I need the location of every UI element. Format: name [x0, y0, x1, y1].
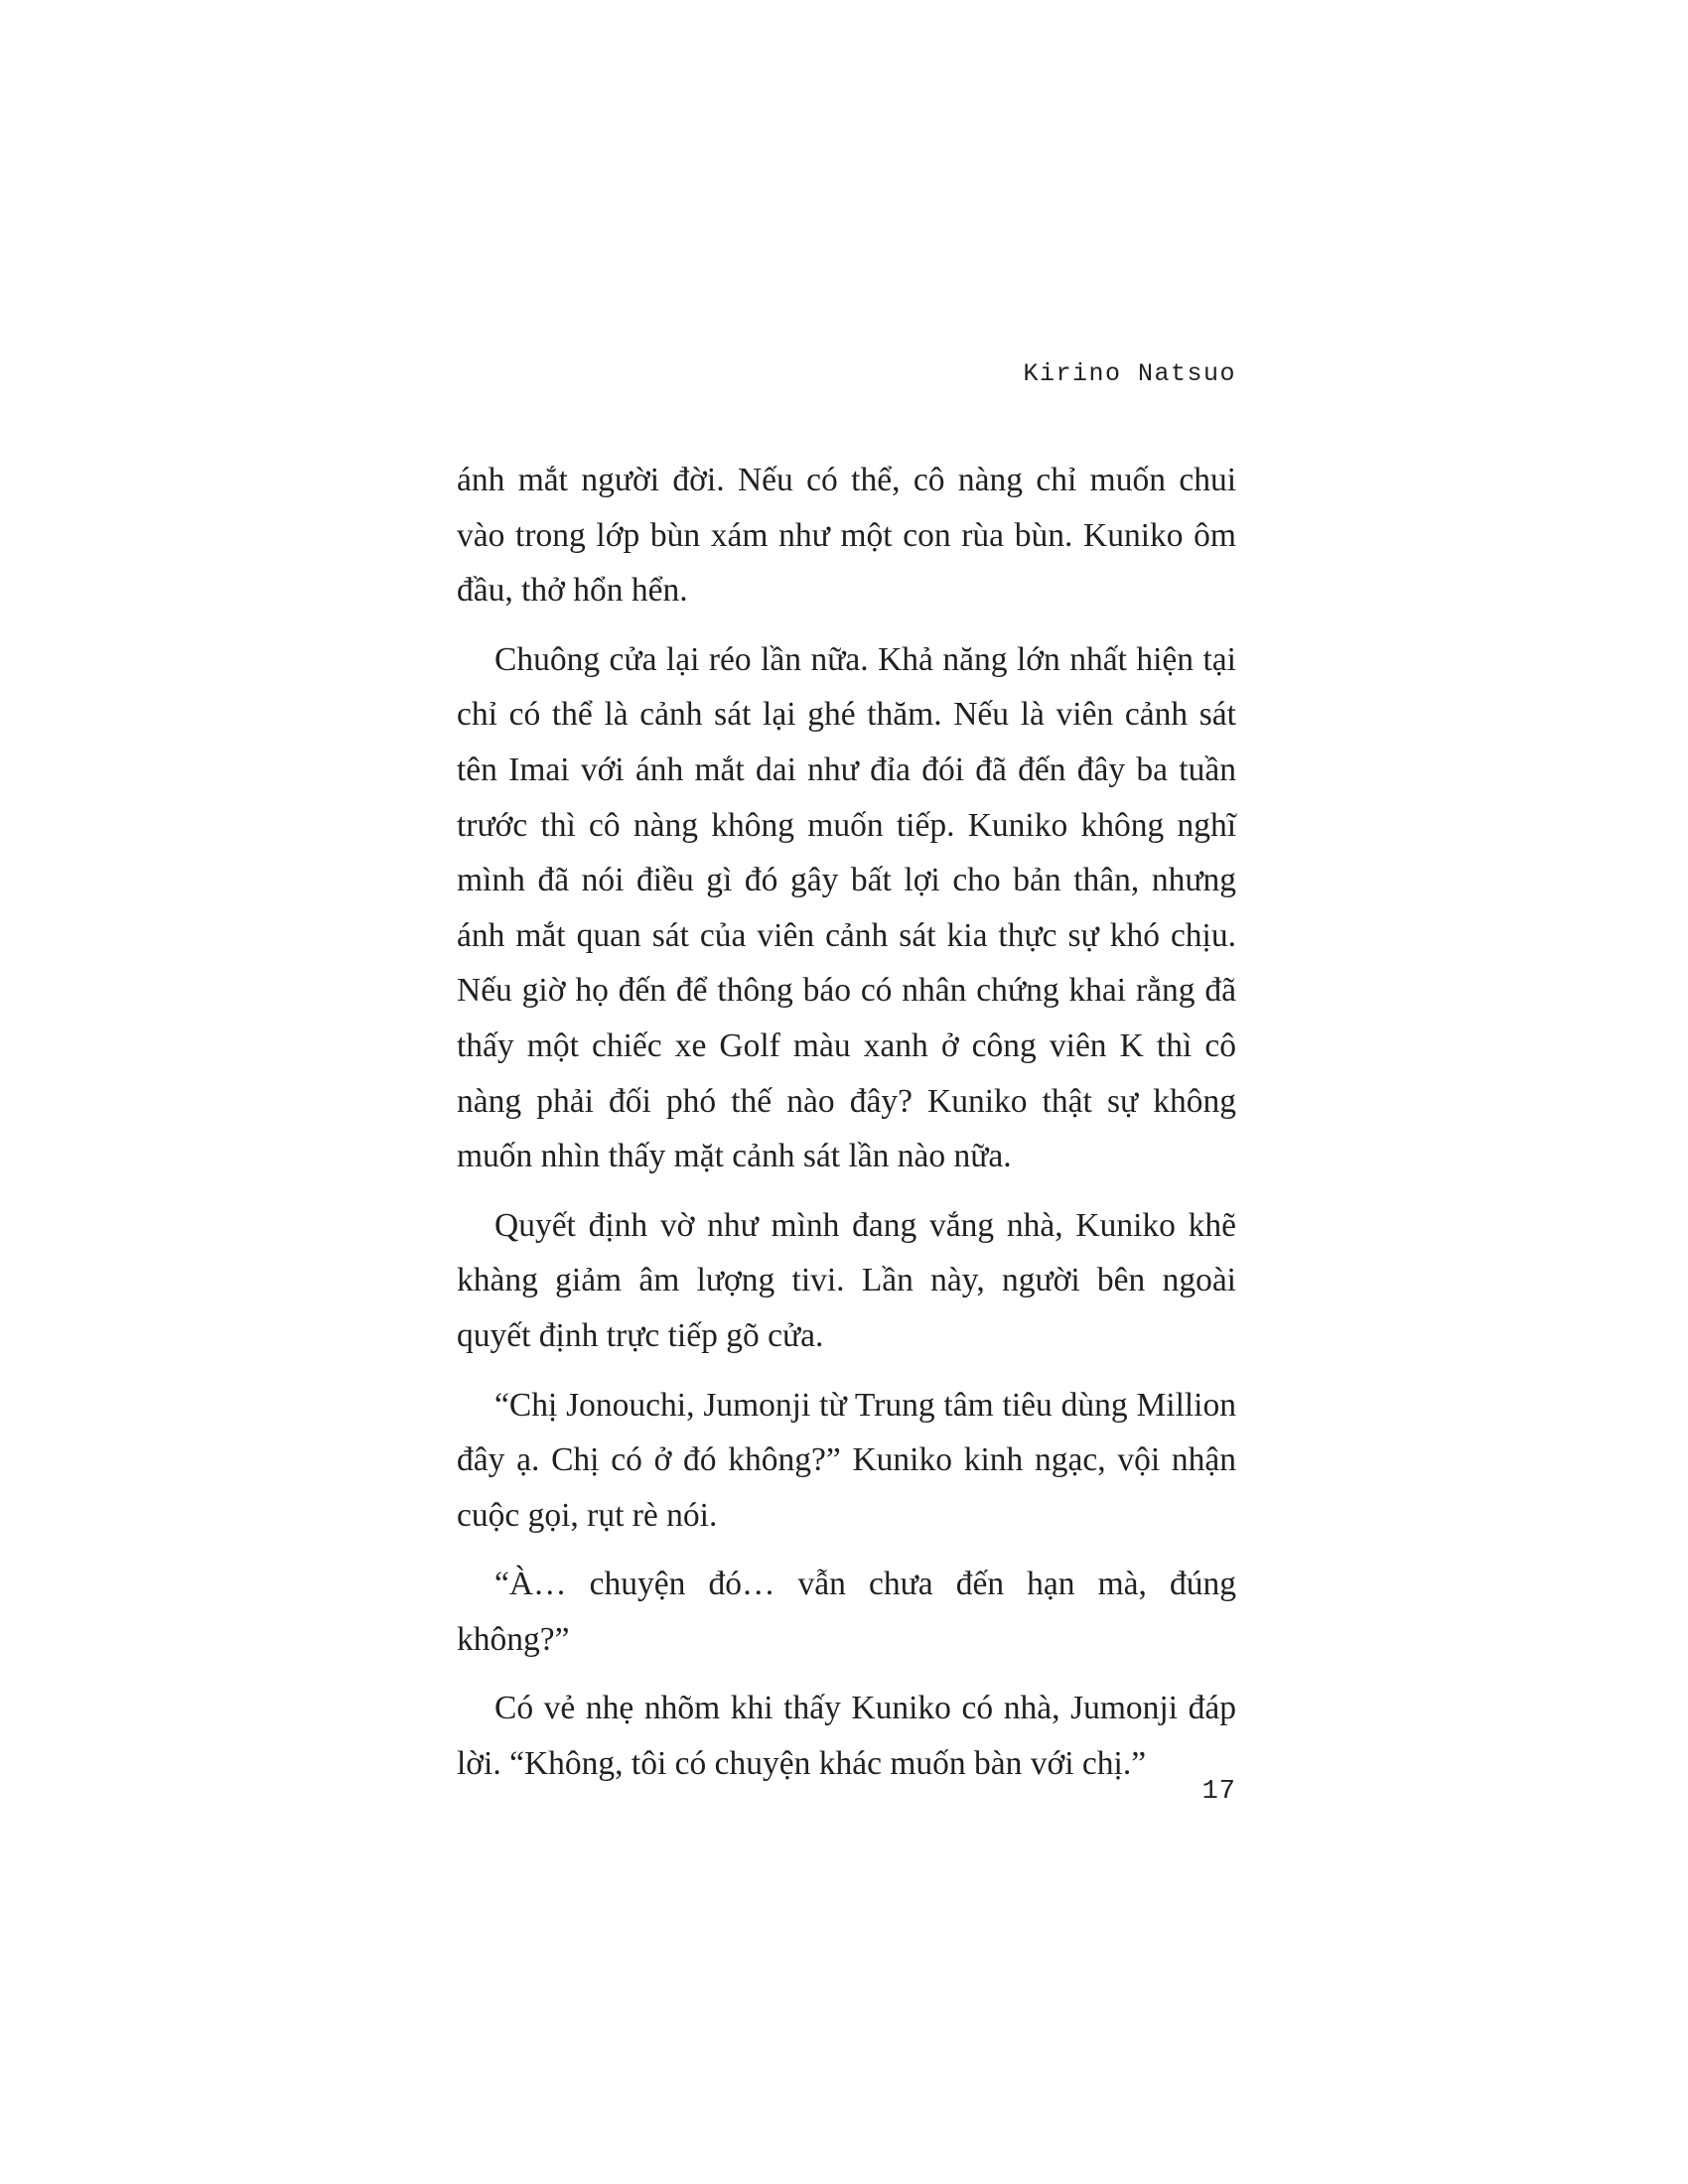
page-number: 17 [1201, 1777, 1236, 1807]
paragraph-5: “À… chuyện đó… vẫn chưa đến hạn mà, đúng không?” [457, 1566, 1236, 1658]
paragraph-2: Chuông cửa lại réo lần nữa. Khả năng lớn nhất hiện tại chỉ có thể là cảnh sát lại ghé thăm. Nếu là viên cảnh sát tên Imai với ánh mắt dai như đỉa đói đã đến đây ba tuần trước thì cô nàng không muốn tiếp. Kuniko không nghĩ mình đã nói điều gì đó gây bất lợi cho bản thân, nhưng ánh mắt quan sát của viên cảnh sát kia thực sự khó chịu. Nếu giờ họ đến để thông báo có nhân chứng khai rằng đã thấy một chiếc xe Golf màu xanh ở công viên K thì cô nàng phải đối phó thế nào đây? Kuniko thật sự không muốn nhìn thấy mặt cảnh sát lần nào nữa. [457, 640, 1236, 1175]
paragraph-4: “Chị Jonouchi, Jumonji từ Trung tâm tiêu dùng Million đây ạ. Chị có ở đó không?” Kuniko kinh ngạc, vội nhận cuộc gọi, rụt rè nói. [457, 1386, 1236, 1534]
paragraph-6: Có vẻ nhẹ nhõm khi thấy Kuniko có nhà, Jumonji đáp lời. “Không, tôi có chuyện khác muốn bàn với chị.” [457, 1690, 1236, 1783]
running-header-author: Kirino Natsuo [1023, 359, 1236, 388]
paragraph-1: ánh mắt người đời. Nếu có thể, cô nàng chỉ muốn chui vào trong lớp bùn xám như một con rùa bùn. Kuniko ôm đầu, thở hổn hển. [457, 462, 1236, 610]
paragraph-3: Quyết định vờ như mình đang vắng nhà, Kuniko khẽ khàng giảm âm lượng tivi. Lần này, người bên ngoài quyết định trực tiếp gõ cửa. [457, 1206, 1236, 1354]
body-text [457, 453, 1236, 1806]
